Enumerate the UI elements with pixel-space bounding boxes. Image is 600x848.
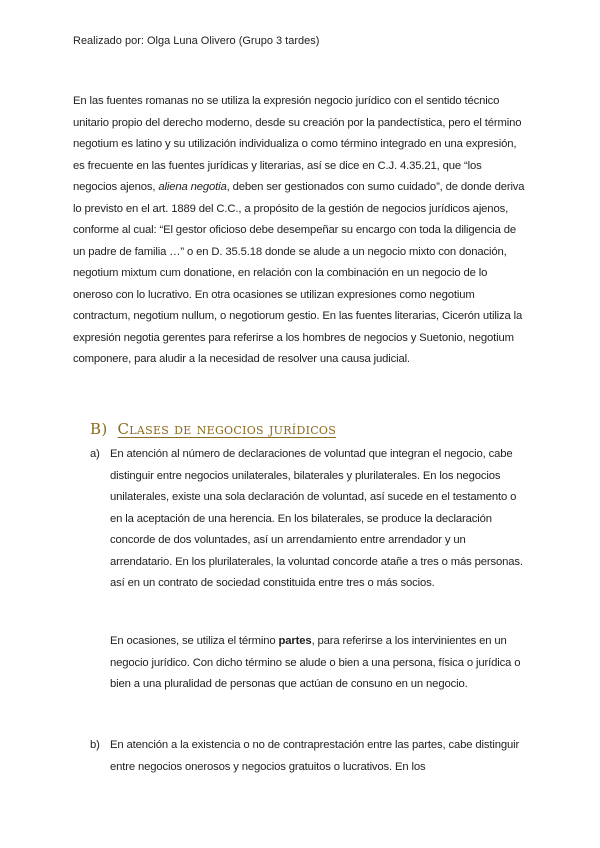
list-item-a-paragraph-2 <box>110 631 530 696</box>
intro-text-part1: En las fuentes romanas no se utiliza la expresión negocio jurídico con el sentido técnico unitario propio del derecho moderno, desde su creación por la pandectística, pero el término negotium es latino y su utilización individualiza o como término integrado en una expresión, es frecuente en las fuentes jurídicas y literarias, así se dice en C.J. 4.35.21, que “los negocios ajenos, <box>73 95 522 193</box>
intro-italic-term: aliena negotia <box>158 181 227 193</box>
intro-text-part2: , deben ser gestionados con sumo cuidado”, de donde deriva lo previsto en el art. 1889 del C.C., a propósito de la gestión de negocios jurídicos ajenos, conforme al cual: “El gestor oficioso debe desempeñar su encargo con toda la diligencia de un padre de familia …” o en D. 35.5.18 donde se alude a un negocio mixto con donación, negotium mixtum cum donatione, en relación con la combinación en un negocio de lo oneroso con lo lucrativo. En otra ocasiones se utilizan expresiones como negotium contractum, negotium nullum, o negotiorum gestio. En las fuentes literarias, Cicerón utiliza la expresión negotia gerentes para referirse a los hombres de negocios y Suetonio, negotium componere, para aludir a la necesidad de resolver una causa judicial. <box>73 181 525 365</box>
section-letter: B) <box>90 420 108 438</box>
list-item-a-text: En atención al número de declaraciones de voluntad que integran el negocio, cabe distinguir entre negocios unilaterales, bilaterales y plurilaterales. En los negocios unilaterales, existe una sola declaración de voluntad, así sucede en el testamento o en la aceptación de una herencia. En los bilaterales, se produce la declaración concorde de dos voluntades, así un arrendamiento entre arrendador y un arrendatario. En los plurilaterales, la voluntad concorde atañe a tres o más personas. así en un contrato de sociedad constituida entre tres o más socios. <box>110 448 523 589</box>
section-title: Clases de negocios jurídicos <box>117 420 337 438</box>
list-marker-a: a) <box>90 448 100 460</box>
page-header-author: Realizado por: Olga Luna Olivero (Grupo 3 tardes) <box>73 35 320 47</box>
section-heading <box>90 420 336 438</box>
para2-before: En ocasiones, se utiliza el término <box>110 635 279 647</box>
intro-paragraph <box>73 91 525 371</box>
list-item-a <box>90 444 530 595</box>
list-item-b-text: En atención a la existencia o no de contraprestación entre las partes, cabe distinguir entre negocios onerosos y negocios gratuitos o lucrativos. En los <box>110 739 520 773</box>
para2-after: , para referirse a los intervinientes en un negocio jurídico. Con dicho término se alude o bien a una persona, física o jurídica o bien a una pluralidad de personas que actúan de consuno en un negocio. <box>110 635 521 690</box>
para2-bold-term: partes <box>278 635 312 647</box>
list-item-b <box>90 735 530 778</box>
list-marker-b: b) <box>90 739 100 751</box>
